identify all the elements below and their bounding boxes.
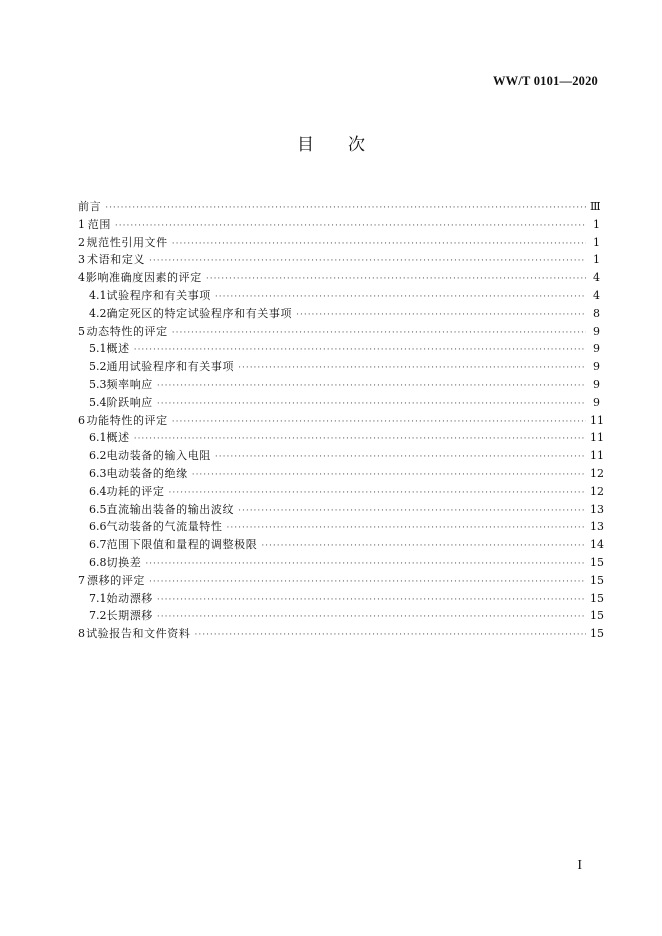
toc-entry-label: 影响准确度因素的评定 bbox=[85, 271, 202, 285]
toc-leader-dots bbox=[115, 218, 586, 236]
toc-entry-label: 切换差 bbox=[106, 555, 142, 569]
toc-entry-label: 试验报告和文件资料 bbox=[86, 627, 191, 641]
toc-entry-label: 范围下限值和量程的调整极限 bbox=[106, 538, 258, 552]
toc-entry-page: 9 bbox=[593, 360, 600, 374]
toc-entry-page: 9 bbox=[593, 342, 600, 356]
toc-entry-label: 电动装备的输入电阻 bbox=[106, 449, 211, 463]
toc-entry-page: 4 bbox=[593, 271, 600, 285]
toc-entry-label: 功耗的评定 bbox=[106, 484, 165, 498]
toc-leader-dots bbox=[238, 503, 586, 521]
toc-leader-dots bbox=[105, 200, 586, 218]
toc-entry-page: 15 bbox=[590, 591, 604, 605]
toc-entry-number: 4 bbox=[78, 271, 85, 285]
toc-entry[interactable] bbox=[78, 198, 600, 216]
toc-entry-number: 6.5 bbox=[89, 502, 107, 516]
toc-entry[interactable] bbox=[78, 394, 600, 412]
toc-entry-page: 11 bbox=[590, 413, 604, 427]
toc-entry-number: 7.2 bbox=[89, 609, 107, 623]
toc-entry-number: 6.3 bbox=[89, 466, 107, 480]
toc-entry[interactable] bbox=[78, 376, 600, 394]
toc-leader-dots bbox=[157, 378, 586, 396]
toc-entry-label: 规范性引用文件 bbox=[86, 235, 168, 249]
toc-entry[interactable] bbox=[78, 625, 604, 643]
toc-entry-number: 7 bbox=[78, 573, 85, 587]
toc-leader-dots bbox=[157, 592, 586, 610]
title-char-2: 次 bbox=[348, 135, 365, 155]
toc-leader-dots bbox=[296, 307, 586, 325]
toc-entry-label: 功能特性的评定 bbox=[86, 413, 168, 427]
toc-entry-page: 13 bbox=[590, 520, 604, 534]
toc-entry[interactable] bbox=[78, 412, 604, 430]
page-folio: I bbox=[577, 858, 582, 873]
toc-entry-page: 1 bbox=[593, 235, 600, 249]
toc-entry-page: 15 bbox=[590, 609, 604, 623]
toc-entry-page: 9 bbox=[593, 395, 600, 409]
toc-leader-dots bbox=[238, 360, 586, 378]
table-of-contents bbox=[78, 198, 604, 643]
toc-entry-page: 8 bbox=[593, 306, 600, 320]
toc-entry[interactable] bbox=[78, 590, 604, 608]
toc-entry-page: 11 bbox=[590, 431, 604, 445]
page-title bbox=[0, 130, 662, 155]
toc-entry-number: 2 bbox=[78, 235, 85, 249]
toc-entry[interactable] bbox=[78, 216, 600, 234]
toc-entry[interactable] bbox=[78, 607, 604, 625]
title-char-1: 目 bbox=[297, 135, 314, 155]
toc-entry-label: 电动装备的绝缘 bbox=[106, 466, 188, 480]
toc-entry-number: 4.1 bbox=[89, 288, 107, 302]
toc-entry-label: 气动装备的气流量特性 bbox=[106, 520, 223, 534]
toc-entry[interactable] bbox=[78, 518, 604, 536]
toc-entry[interactable] bbox=[78, 554, 604, 572]
toc-entry-label: 动态特性的评定 bbox=[86, 324, 168, 338]
toc-entry-page: 9 bbox=[593, 377, 600, 391]
toc-leader-dots bbox=[192, 467, 586, 485]
toc-entry-page: Ⅲ bbox=[590, 200, 601, 213]
toc-entry-label: 前言 bbox=[78, 200, 102, 213]
toc-entry-number: 4.2 bbox=[89, 306, 107, 320]
toc-leader-dots bbox=[149, 574, 586, 592]
toc-entry-number: 5.3 bbox=[89, 377, 107, 391]
toc-entry-page: 4 bbox=[593, 288, 600, 302]
toc-entry-label: 直流输出装备的输出波纹 bbox=[106, 502, 235, 516]
toc-entry[interactable] bbox=[78, 251, 600, 269]
toc-entry-number: 6.2 bbox=[89, 449, 107, 463]
toc-entry-label: 试验程序和有关事项 bbox=[106, 288, 211, 302]
toc-leader-dots bbox=[227, 520, 587, 538]
toc-entry-number: 3 bbox=[78, 253, 85, 267]
toc-entry[interactable] bbox=[78, 340, 600, 358]
toc-entry-page: 1 bbox=[593, 217, 600, 231]
toc-entry[interactable] bbox=[78, 483, 604, 501]
toc-entry-number: 6.8 bbox=[89, 555, 107, 569]
toc-entry-label: 术语和定义 bbox=[87, 253, 146, 267]
toc-leader-dots bbox=[215, 449, 586, 467]
toc-leader-dots bbox=[206, 271, 586, 289]
toc-entry[interactable] bbox=[78, 572, 604, 590]
toc-entry-page: 15 bbox=[590, 573, 604, 587]
toc-entry-label: 阶跃响应 bbox=[106, 395, 153, 409]
toc-entry-page: 15 bbox=[590, 555, 604, 569]
toc-leader-dots bbox=[261, 538, 586, 556]
toc-leader-dots bbox=[172, 414, 586, 432]
toc-entry[interactable] bbox=[78, 287, 600, 305]
toc-entry[interactable] bbox=[78, 501, 604, 519]
toc-entry[interactable] bbox=[78, 323, 600, 341]
toc-entry-number: 7.1 bbox=[89, 591, 107, 605]
toc-entry[interactable] bbox=[78, 234, 600, 252]
toc-entry-label: 漂移的评定 bbox=[87, 573, 146, 587]
toc-leader-dots bbox=[157, 396, 586, 414]
toc-entry-label: 通用试验程序和有关事项 bbox=[106, 360, 235, 374]
toc-leader-dots bbox=[145, 556, 586, 574]
toc-entry-number: 6.7 bbox=[89, 538, 107, 552]
toc-entry-label: 确定死区的特定试验程序和有关事项 bbox=[106, 306, 293, 320]
toc-leader-dots bbox=[172, 236, 586, 254]
toc-entry-page: 1 bbox=[593, 253, 600, 267]
toc-entry-number: 5 bbox=[78, 324, 85, 338]
toc-entry[interactable] bbox=[78, 305, 600, 323]
toc-entry-number: 1 bbox=[78, 217, 85, 231]
toc-entry[interactable] bbox=[78, 536, 604, 554]
toc-leader-dots bbox=[149, 253, 586, 271]
toc-entry[interactable] bbox=[78, 465, 604, 483]
standard-code: WW/T 0101—2020 bbox=[492, 74, 598, 88]
toc-leader-dots bbox=[194, 627, 586, 645]
toc-entry-number: 6.1 bbox=[89, 431, 107, 445]
toc-leader-dots bbox=[172, 325, 586, 343]
toc-entry-label: 范围 bbox=[87, 217, 111, 231]
toc-entry-page: 9 bbox=[593, 324, 600, 338]
toc-entry-page: 14 bbox=[590, 538, 604, 552]
toc-entry-label: 始动漂移 bbox=[106, 591, 153, 605]
toc-entry[interactable] bbox=[78, 269, 600, 287]
toc-entry-page: 12 bbox=[590, 484, 604, 498]
toc-entry-label: 概述 bbox=[106, 431, 130, 445]
toc-entry-number: 6.4 bbox=[89, 484, 107, 498]
toc-entry-number: 6 bbox=[78, 413, 85, 427]
toc-entry-number: 5.1 bbox=[89, 342, 107, 356]
toc-entry-number: 6.6 bbox=[89, 520, 107, 534]
toc-entry-page: 15 bbox=[590, 627, 604, 641]
toc-entry-label: 频率响应 bbox=[106, 377, 153, 391]
toc-entry-number: 5.2 bbox=[89, 360, 107, 374]
toc-entry-page: 12 bbox=[590, 466, 604, 480]
toc-entry-label: 概述 bbox=[106, 342, 130, 356]
toc-entry-page: 13 bbox=[590, 502, 604, 516]
toc-entry-number: 8 bbox=[78, 627, 85, 641]
toc-entry[interactable] bbox=[78, 358, 600, 376]
toc-entry[interactable] bbox=[78, 429, 604, 447]
toc-entry[interactable] bbox=[78, 447, 604, 465]
toc-entry-number: 5.4 bbox=[89, 395, 107, 409]
toc-leader-dots bbox=[157, 609, 586, 627]
toc-entry-page: 11 bbox=[590, 449, 604, 463]
toc-entry-label: 长期漂移 bbox=[106, 609, 153, 623]
